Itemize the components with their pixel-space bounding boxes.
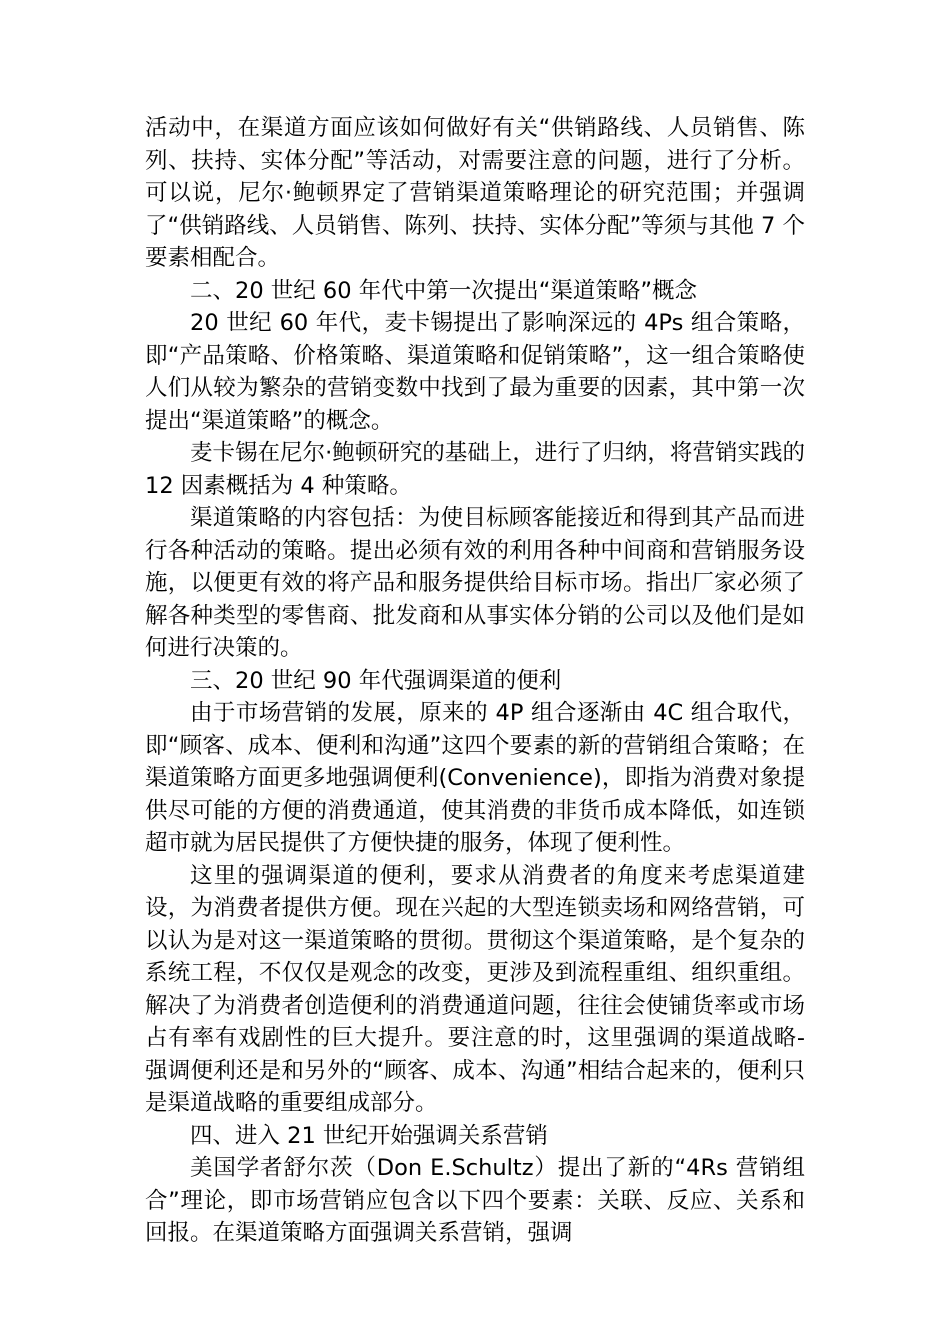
section-heading-3: 三、20 世纪 90 年代强调渠道的便利 <box>190 667 562 694</box>
paragraph-intro-continued: 活动中，在渠道方面应该如何做好有关“供销路线、人员销售、陈列、扶持、实体分配”等活动，对需要注意的问题，进行了分析。可以说，尼尔·鲍顿界定了营销渠道策略理论的研究范围；并强调了“供销路线、人员销售、陈列、扶持、实体分配”等须与其他 7 个要素相配合。 <box>145 115 805 271</box>
paragraph-mccarthy-summary: 麦卡锡在尼尔·鲍顿研究的基础上，进行了归纳，将营销实践的 12 因素概括为 4 种策略。 <box>145 440 805 499</box>
paragraph-4rs-relationship: 美国学者舒尔茨（Don E.Schultz）提出了新的“4Rs 营销组合”理论，即市场营销应包含以下四个要素：关联、反应、关系和回报。在渠道策略方面强调关系营销，强调 <box>145 1155 805 1246</box>
section-heading-2: 二、20 世纪 60 年代中第一次提出“渠道策略”概念 <box>190 277 698 304</box>
document-page <box>145 112 805 1250</box>
paragraph-4c-convenience: 由于市场营销的发展，原来的 4P 组合逐渐由 4C 组合取代，即“顾客、成本、便利和沟通”这四个要素的新的营销组合策略；在渠道策略方面更多地强调便利(Convenience)，即指为消费对象提供尽可能的方便的消费通道，使其消费的非货币成本降低，如连锁超市就为居民提供了方便快捷的服务，体现了便利性。 <box>145 700 805 856</box>
section-heading-4: 四、进入 21 世纪开始强调关系营销 <box>190 1122 548 1149</box>
paragraph-mccarthy-4ps: 20 世纪 60 年代，麦卡锡提出了影响深远的 4Ps 组合策略，即“产品策略、价格策略、渠道策略和促销策略”，这一组合策略使人们从较为繁杂的营销变数中找到了最为重要的因素，其中第一次提出“渠道策略”的概念。 <box>145 310 805 434</box>
paragraph-channel-strategy-content: 渠道策略的内容包括：为使目标顾客能接近和得到其产品而进行各种活动的策略。提出必须有效的利用各种中间商和营销服务设施，以便更有效的将产品和服务提供给目标市场。指出厂家必须了解各种类型的零售商、批发商和从事实体分销的公司以及他们是如何进行决策的。 <box>145 505 805 661</box>
paragraph-convenience-explained: 这里的强调渠道的便利，要求从消费者的角度来考虑渠道建设，为消费者提供方便。现在兴起的大型连锁卖场和网络营销，可以认为是对这一渠道策略的贯彻。贯彻这个渠道策略，是个复杂的系统工程，不仅仅是观念的改变，更涉及到流程重组、组织重组。解决了为消费者创造便利的消费通道问题，往往会使铺货率或市场占有率有戏剧性的巨大提升。要注意的时，这里强调的渠道战略-强调便利还是和另外的“顾客、成本、沟通”相结合起来的，便利只是渠道战略的重要组成部分。 <box>145 862 805 1116</box>
